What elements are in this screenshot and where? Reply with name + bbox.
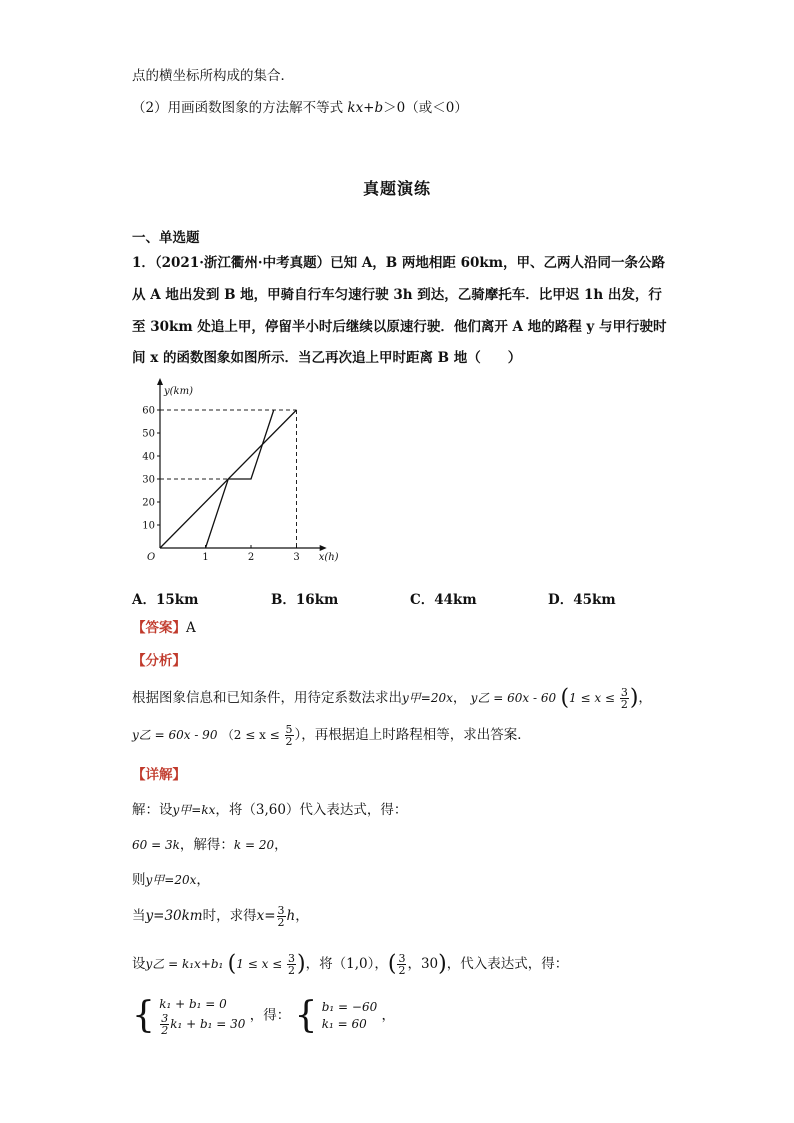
detail-line-2: 60 = 3k，解得：k = 20， bbox=[132, 837, 288, 853]
answer-line bbox=[132, 618, 196, 638]
option-d[interactable]: D．45km bbox=[548, 592, 616, 608]
analysis-tag: 【分析】 bbox=[132, 653, 186, 669]
intro-line-1: 点的横坐标所构成的集合． bbox=[132, 68, 294, 84]
question-line-1: 1．（2021·浙江衢州·中考真题）已知 A，B 两地相距 60km，甲、乙两人沿同一条公路 bbox=[132, 255, 666, 271]
subsection-heading: 一、单选题 bbox=[132, 230, 200, 246]
y-tick-label-60: 60 bbox=[142, 405, 155, 417]
detail-line-4: 当y=30km时，求得x= $\frac{3}{2}$ h， bbox=[132, 904, 309, 929]
option-a[interactable]: A．15km bbox=[132, 592, 199, 608]
option-b[interactable]: B．16km bbox=[271, 592, 339, 608]
x-tick-label-3: 3 bbox=[293, 552, 300, 563]
condition-2: （2 ≤ x ≤ bbox=[221, 728, 284, 742]
formula-y-jia-kx: y甲=kx bbox=[172, 803, 216, 817]
analysis-text: 根据图象信息和已知条件，用待定系数法求出 bbox=[132, 690, 402, 706]
detail-line-6: { k₁ + b₁ = 0 $\frac{3}{2}$ k₁ + b₁ = 30 ，得： { b₁ = −60 k₁ = 60 ， bbox=[132, 995, 396, 1037]
analysis-line-2 bbox=[132, 724, 531, 747]
question-line-3: 至 30km 处追上甲，停留半小时后继续以原速行驶．他们离开 A 地的路程 y 与甲行驶时 bbox=[132, 319, 667, 335]
intro-line-2-suffix: ＞0（或＜0） bbox=[383, 100, 468, 116]
x-tick-label-1: 1 bbox=[202, 552, 209, 563]
series-line-2 bbox=[206, 410, 274, 548]
fraction-3-2-detail: $\frac{3}{2}$ bbox=[277, 904, 285, 929]
equation-system-2: b₁ = −60 k₁ = 60 bbox=[321, 1000, 378, 1031]
detail-tag: 【详解】 bbox=[132, 767, 186, 783]
option-c[interactable]: C．44km bbox=[410, 592, 477, 608]
question-line-2: 从 A 地出发到 B 地，甲骑自行车匀速行驶 3h 到达，乙骑摩托车．比甲迟 1h 出发，行 bbox=[132, 287, 662, 303]
y-tick-label-30: 30 bbox=[142, 474, 155, 486]
question-line-4: 间 x 的函数图象如图所示．当乙再次追上甲时距离 B 地（ ） bbox=[132, 350, 522, 366]
fraction-5-2: $\frac{5}{2}$ bbox=[285, 723, 293, 748]
answer-tag: 【答案】 bbox=[132, 620, 186, 636]
formula-y-yi-1: y乙 = 60x - 60 bbox=[470, 691, 557, 705]
detail-line-3: 则y甲=20x， bbox=[132, 872, 210, 888]
intro-line-2-prefix: （2）用画函数图象的方法解不等式 bbox=[132, 100, 348, 116]
analysis-line-1: 根据图象信息和已知条件，用待定系数法求出y甲=20x， y乙 = 60x - 60 (1 ≤ x ≤ $\frac{3}{2}$ )， bbox=[132, 685, 652, 711]
analysis-heading bbox=[132, 651, 186, 671]
detail-line-1: 解：设y甲=kx，将（3,60）代入表达式，得： bbox=[132, 802, 408, 818]
intro-line-2 bbox=[132, 98, 468, 118]
detail-line-5: 设y乙 = k₁x+b₁ (1 ≤ x ≤ $\frac{3}{2}$ )，将（1,0），( $\frac{3}{2}$ ，30)，代入表达式，得： bbox=[132, 951, 569, 977]
inequality-expression: kx+b bbox=[347, 100, 384, 116]
answer-value: A bbox=[186, 620, 196, 636]
y-tick-label-40: 40 bbox=[142, 451, 155, 463]
y-tick-label-10: 10 bbox=[142, 520, 155, 532]
x-axis-label: x(h) bbox=[318, 552, 339, 563]
origin-label: O bbox=[147, 552, 156, 563]
analysis-line-2-suffix: ），再根据追上时路程相等，求出答案． bbox=[294, 727, 531, 743]
fraction-3-2: $\frac{3}{2}$ bbox=[620, 686, 628, 711]
x-tick-label-2: 2 bbox=[247, 552, 255, 563]
y-tick-label-20: 20 bbox=[142, 497, 155, 509]
x-axis-arrow bbox=[320, 545, 327, 551]
y-tick-label-50: 50 bbox=[142, 428, 155, 440]
y-axis-label: y(km) bbox=[164, 386, 193, 397]
distance-time-graph bbox=[132, 378, 342, 573]
equation-system-1: k₁ + b₁ = 0 $\frac{3}{2}$ k₁ + b₁ = 30 bbox=[159, 997, 246, 1037]
section-title: 真题演练 bbox=[362, 179, 431, 198]
y-axis-arrow bbox=[157, 378, 163, 385]
detail-heading bbox=[132, 765, 186, 785]
formula-y-yi-2: y乙 = 60x - 90 bbox=[132, 728, 218, 742]
condition-1: 1 ≤ x ≤ bbox=[569, 691, 619, 705]
formula-y-jia: y甲=20x bbox=[402, 691, 453, 705]
